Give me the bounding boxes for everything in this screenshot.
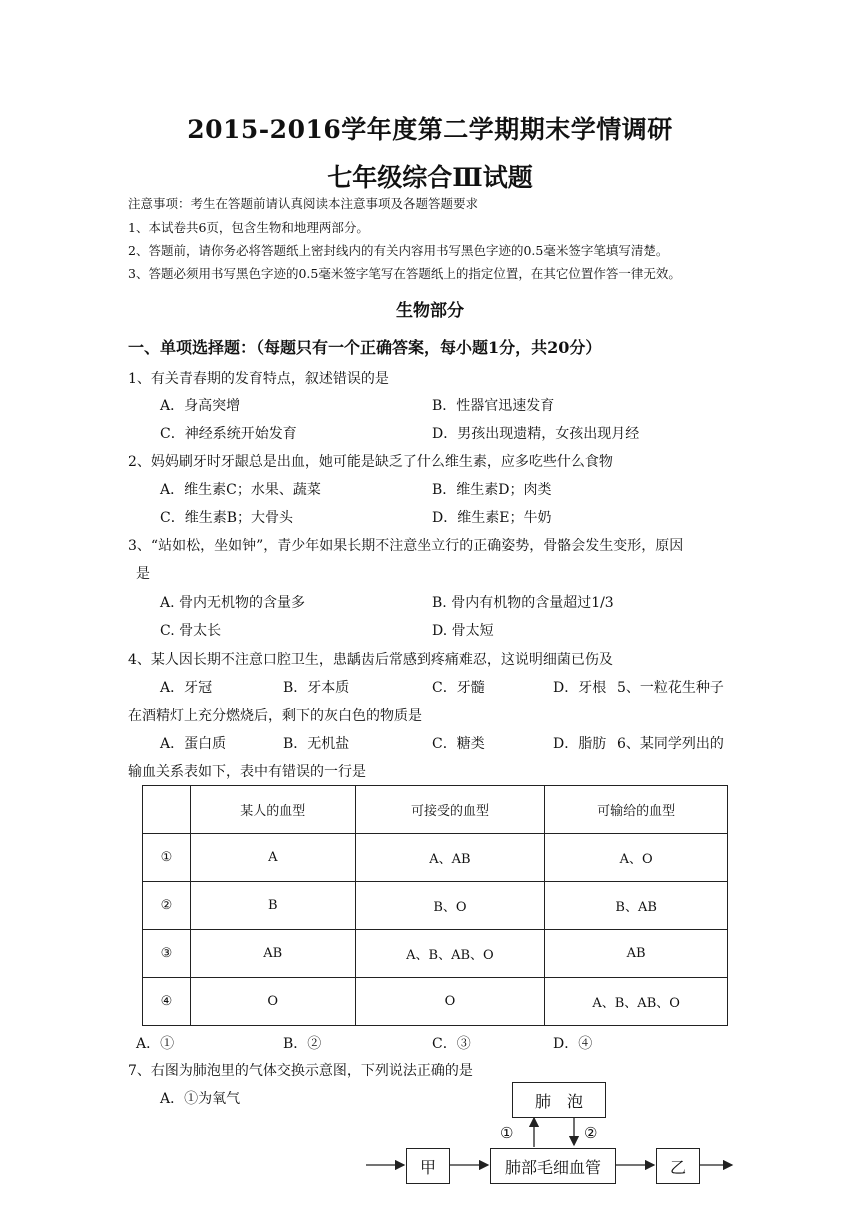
q4-option-d: D．牙根 bbox=[553, 680, 607, 696]
table-cell: O bbox=[355, 978, 545, 1026]
arrow-2-label: ② bbox=[584, 1124, 598, 1142]
q6-stem-continued: 输血关系表如下，表中有错误的一行是 bbox=[128, 764, 366, 780]
left-label: 甲 bbox=[419, 1157, 436, 1177]
q4-option-b: B．牙本质 bbox=[283, 680, 350, 696]
table-cell: A、B、AB、O bbox=[355, 930, 545, 978]
alveolus-label: 肺 泡 bbox=[534, 1091, 583, 1111]
q5-option-b: B．无机盐 bbox=[283, 736, 350, 752]
q2-option-b: B．维生素D；肉类 bbox=[432, 482, 552, 498]
table-header-cell bbox=[143, 786, 191, 834]
exam-title: 2015-2016学年度第二学期期末学情调研 bbox=[187, 115, 673, 144]
q6-option-d: D．④ bbox=[553, 1036, 593, 1052]
table-header-cell: 某人的血型 bbox=[190, 786, 355, 834]
q3-stem-line2: 是 bbox=[136, 566, 150, 582]
capillary-label: 肺部毛细血管 bbox=[504, 1157, 601, 1177]
table-cell: AB bbox=[190, 930, 355, 978]
q6-stem-start: 6、某同学列出的 bbox=[617, 736, 724, 752]
q4-stem: 4、某人因长期不注意口腔卫生，患龋齿后常感到疼痛难忍，这说明细菌已伤及 bbox=[128, 652, 613, 668]
q1-option-a: A．身高突增 bbox=[160, 398, 241, 414]
table-cell: O bbox=[190, 978, 355, 1026]
table-cell: A bbox=[190, 834, 355, 882]
table-cell: B bbox=[190, 882, 355, 930]
part-title: 一、单项选择题：（每题只有一个正确答案，每小题1分，共20分） bbox=[128, 338, 602, 357]
alveolus-box bbox=[512, 1082, 606, 1118]
q1-option-d: D．男孩出现遗精，女孩出现月经 bbox=[432, 426, 640, 442]
exam-subtitle: 七年级综合Ⅲ试题 bbox=[327, 163, 533, 192]
table-cell: ③ bbox=[143, 930, 191, 978]
table-cell: ② bbox=[143, 882, 191, 930]
q5-stem-continued: 在酒精灯上充分燃烧后，剩下的灰白色的物质是 bbox=[128, 708, 422, 724]
q3-option-d: D. 骨太短 bbox=[432, 623, 494, 639]
table-header-cell: 可输给的血型 bbox=[545, 786, 728, 834]
table-cell: B、O bbox=[355, 882, 545, 930]
q6-option-b: B．② bbox=[283, 1036, 322, 1052]
q5-option-d: D．脂肪 bbox=[553, 736, 607, 752]
table-row bbox=[143, 978, 728, 1026]
q6-option-c: C．③ bbox=[432, 1036, 471, 1052]
q5-option-a: A．蛋白质 bbox=[160, 736, 227, 752]
q2-option-c: C．维生素B；大骨头 bbox=[160, 510, 293, 526]
table-row bbox=[143, 834, 728, 882]
table-cell: A、O bbox=[545, 834, 728, 882]
q7-option-a: A．①为氧气 bbox=[160, 1091, 241, 1107]
q1-option-c: C．神经系统开始发育 bbox=[160, 426, 297, 442]
section-title: 生物部分 bbox=[396, 301, 464, 321]
q1-option-b: B．性器官迅速发育 bbox=[432, 398, 555, 414]
capillary-box bbox=[490, 1148, 616, 1184]
notice-item-3: 3、答题必须用书写黑色字迹的0.5毫米签字笔写在答题纸上的指定位置，在其它位置作答一律无效。 bbox=[128, 266, 681, 281]
left-box bbox=[406, 1148, 450, 1184]
q2-option-d: D．维生素E；牛奶 bbox=[432, 510, 552, 526]
q4-option-a: A．牙冠 bbox=[160, 680, 213, 696]
table-header-row bbox=[143, 786, 728, 834]
table-cell: A、AB bbox=[355, 834, 545, 882]
q5-option-c: C．糖类 bbox=[432, 736, 485, 752]
arrow-1-label: ① bbox=[500, 1124, 514, 1142]
table-header-cell: 可接受的血型 bbox=[355, 786, 545, 834]
table-cell: A、B、AB、O bbox=[545, 978, 728, 1026]
q3-option-a: A. 骨内无机物的含量多 bbox=[160, 595, 306, 611]
q3-stem-line1: 3、“站如松，坐如钟”，青少年如果长期不注意坐立行的正确姿势，骨骼会发生变形，原因 bbox=[128, 538, 684, 554]
notice-item-1: 1、本试卷共6页，包含生物和地理两部分。 bbox=[128, 220, 369, 235]
q2-stem: 2、妈妈刷牙时牙龈总是出血，她可能是缺乏了什么维生素，应多吃些什么食物 bbox=[128, 454, 613, 470]
q4-option-c: C．牙髓 bbox=[432, 680, 485, 696]
q3-option-c: C. 骨太长 bbox=[160, 623, 222, 639]
table-cell: B、AB bbox=[545, 882, 728, 930]
q3-option-b: B. 骨内有机物的含量超过1/3 bbox=[432, 595, 614, 611]
notice-item-2: 2、答题前，请你务必将答题纸上密封线内的有关内容用书写黑色字迹的0.5毫米签字笔填写清楚。 bbox=[128, 243, 669, 258]
table-row bbox=[143, 882, 728, 930]
blood-transfusion-table bbox=[142, 785, 728, 1026]
q2-option-a: A．维生素C；水果、蔬菜 bbox=[160, 482, 321, 498]
q7-stem: 7、右图为肺泡里的气体交换示意图，下列说法正确的是 bbox=[128, 1063, 473, 1079]
table-cell: AB bbox=[545, 930, 728, 978]
notice-heading: 注意事项：考生在答题前请认真阅读本注意事项及各题答题要求 bbox=[128, 196, 479, 211]
right-box bbox=[656, 1148, 700, 1184]
q1-stem: 1、有关青春期的发育特点，叙述错误的是 bbox=[128, 371, 389, 387]
table-row bbox=[143, 930, 728, 978]
right-label: 乙 bbox=[669, 1157, 686, 1177]
q5-stem-start: 5、一粒花生种子 bbox=[617, 680, 724, 696]
table-cell: ① bbox=[143, 834, 191, 882]
q6-option-a: A．① bbox=[136, 1036, 175, 1052]
table-cell: ④ bbox=[143, 978, 191, 1026]
